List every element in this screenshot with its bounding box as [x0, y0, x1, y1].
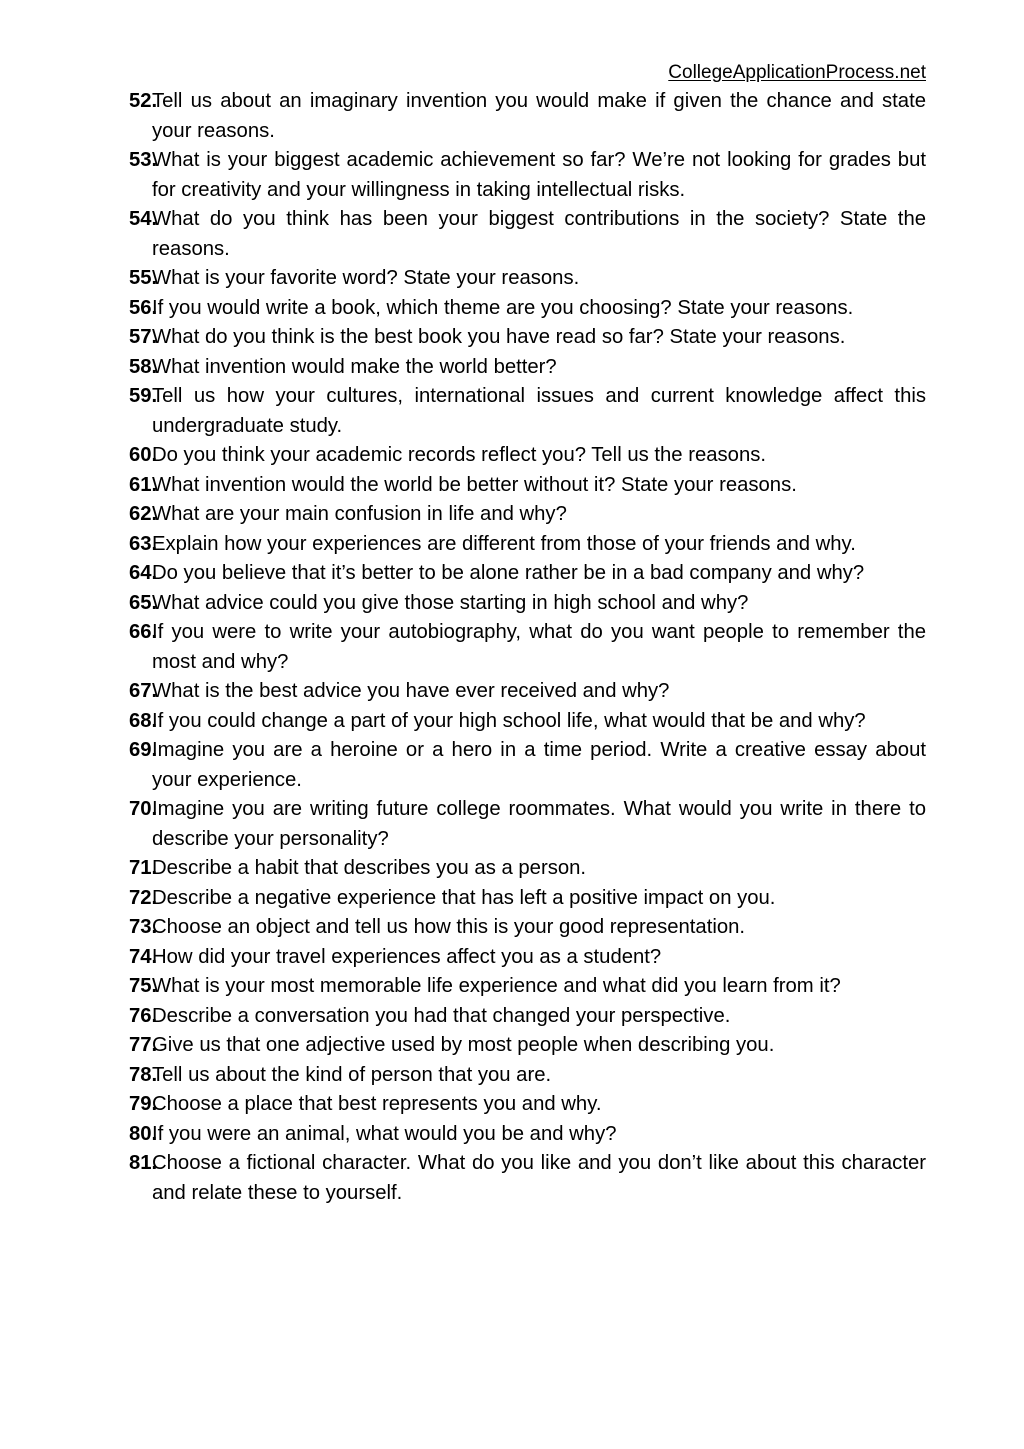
question-number: 59.	[129, 385, 158, 407]
question-number: 77.	[129, 1034, 158, 1056]
question-item	[129, 677, 926, 707]
question-number: 65.	[129, 591, 158, 614]
question-number: 80.	[129, 1122, 158, 1145]
site-header[interactable]: CollegeApplicationProcess.net	[668, 62, 926, 83]
question-number: 64.	[129, 562, 158, 584]
question-text: Choose an object and tell us how this is your good representation.	[152, 916, 746, 938]
question-text: Tell us about the kind of person that you are.	[152, 1063, 552, 1086]
question-text: Do you believe that it’s better to be alone rather be in a bad company and why?	[152, 562, 865, 584]
question-text: Imagine you are a heroine or a hero in a time period. Write a creative essay about your experience.	[152, 739, 926, 791]
question-text: What invention would the world be better without it? State your reasons.	[152, 473, 797, 496]
question-number: 52.	[129, 90, 158, 112]
question-number: 54.	[129, 208, 158, 230]
question-item	[129, 1090, 926, 1120]
question-number: 60.	[129, 444, 158, 466]
question-item	[129, 530, 926, 560]
question-number: 63.	[129, 532, 158, 555]
question-item	[129, 500, 926, 530]
question-number: 75.	[129, 975, 158, 997]
question-number: 74.	[129, 945, 158, 968]
question-number: 55.	[129, 267, 158, 289]
question-number: 62.	[129, 503, 158, 525]
question-item	[129, 353, 926, 383]
question-text: What is your most memorable life experience and what did you learn from it?	[152, 975, 841, 997]
question-item	[129, 884, 926, 914]
question-text: Imagine you are writing future college roommates. What would you write in there to describe your personality?	[152, 798, 926, 850]
question-list	[129, 87, 926, 1208]
question-item	[129, 205, 926, 264]
question-text: What invention would make the world better?	[152, 355, 557, 378]
question-text: Choose a place that best represents you and why.	[152, 1093, 602, 1115]
question-item	[129, 707, 926, 737]
question-number: 68.	[129, 709, 158, 732]
question-text: What are your main confusion in life and why?	[152, 503, 567, 525]
question-item	[129, 1061, 926, 1091]
question-text: Describe a negative experience that has left a positive impact on you.	[152, 886, 776, 909]
question-text: Choose a fictional character. What do you like and you don’t like about this character and relate these to yourself.	[152, 1152, 926, 1204]
question-item	[129, 294, 926, 324]
question-text: If you could change a part of your high school life, what would that be and why?	[152, 709, 866, 732]
question-number: 76.	[129, 1004, 158, 1027]
question-item	[129, 1120, 926, 1150]
question-text: Do you think your academic records reflect you? Tell us the reasons.	[152, 444, 767, 466]
question-text: If you were to write your autobiography, what do you want people to remember the most and why?	[152, 621, 926, 673]
question-number: 53.	[129, 149, 158, 171]
question-text: Describe a conversation you had that changed your perspective.	[152, 1004, 731, 1027]
question-item	[129, 1031, 926, 1061]
question-item	[129, 471, 926, 501]
question-text: Tell us about an imaginary invention you would make if given the chance and state your reasons.	[152, 90, 926, 142]
question-text: What advice could you give those starting in high school and why?	[152, 591, 749, 614]
question-text: Explain how your experiences are different from those of your friends and why.	[152, 532, 856, 555]
question-item	[129, 1002, 926, 1032]
question-number: 69.	[129, 739, 158, 761]
question-number: 73.	[129, 916, 158, 938]
question-text: What do you think has been your biggest contributions in the society? State the reasons.	[152, 208, 926, 260]
question-text: Give us that one adjective used by most people when describing you.	[152, 1034, 775, 1056]
question-text: If you would write a book, which theme are you choosing? State your reasons.	[152, 296, 854, 319]
question-item	[129, 589, 926, 619]
question-item	[129, 972, 926, 1002]
question-number: 67.	[129, 680, 158, 702]
question-text: Tell us how your cultures, international issues and current knowledge affect this undergraduate study.	[152, 385, 926, 437]
question-text: What is the best advice you have ever received and why?	[152, 680, 670, 702]
question-item	[129, 943, 926, 973]
question-text: How did your travel experiences affect you as a student?	[152, 945, 662, 968]
question-text: What is your biggest academic achievement so far? We’re not looking for grades but for creativity and your willingness in taking intellectual risks.	[152, 149, 926, 201]
question-item	[129, 264, 926, 294]
question-item	[129, 146, 926, 205]
question-item	[129, 736, 926, 795]
question-item	[129, 854, 926, 884]
question-item	[129, 323, 926, 353]
question-number: 79.	[129, 1093, 158, 1115]
question-number: 72.	[129, 886, 158, 909]
question-item	[129, 795, 926, 854]
question-number: 56.	[129, 296, 158, 319]
question-item	[129, 382, 926, 441]
question-text: If you were an animal, what would you be and why?	[152, 1122, 617, 1145]
question-number: 58.	[129, 355, 158, 378]
question-number: 57.	[129, 326, 158, 348]
question-item	[129, 913, 926, 943]
question-number: 71.	[129, 857, 158, 879]
question-text: What is your favorite word? State your reasons.	[152, 267, 580, 289]
question-number: 66.	[129, 621, 158, 643]
question-item	[129, 559, 926, 589]
question-item	[129, 87, 926, 146]
question-number: 78.	[129, 1063, 158, 1086]
question-text: What do you think is the best book you have read so far? State your reasons.	[152, 326, 846, 348]
question-number: 61.	[129, 473, 158, 496]
question-number: 70.	[129, 798, 158, 820]
question-item	[129, 618, 926, 677]
question-item	[129, 1149, 926, 1208]
question-text: Describe a habit that describes you as a person.	[152, 857, 587, 879]
question-number: 81.	[129, 1152, 158, 1174]
question-item	[129, 441, 926, 471]
